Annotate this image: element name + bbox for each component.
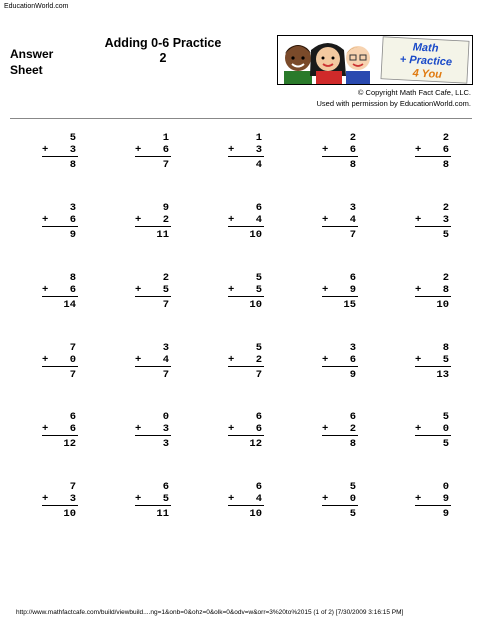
addend-bottom: 3 [162,423,169,435]
addend-bottom: 9 [349,284,356,296]
addition-problem [415,272,451,311]
sum-line [322,505,358,506]
answer-sum: 8 [349,438,356,450]
sum-line [322,366,358,367]
addend-top: 7 [69,342,76,354]
addend-bottom: 6 [69,423,76,435]
addend-bottom: 3 [442,214,449,226]
addition-problem [322,342,358,381]
addend-bottom: 4 [162,354,169,366]
addend-bottom: 6 [349,354,356,366]
addend-bottom: 8 [442,284,449,296]
addition-problem [42,481,78,520]
sum-line [228,296,264,297]
title-line1: Adding 0-6 Practice [104,36,222,50]
sum-line [135,156,171,157]
plus-sign: + [135,354,142,366]
plus-sign: + [228,423,235,435]
addend-top: 9 [162,202,169,214]
addend-bottom: 0 [69,354,76,366]
addend-bottom: 3 [255,144,262,156]
title-line2: 2 [159,51,167,65]
addend-top: 6 [349,272,356,284]
sum-line [135,226,171,227]
addend-top: 3 [349,342,356,354]
answer-sum: 4 [255,159,262,171]
addition-problem [322,202,358,241]
plus-sign: + [135,144,142,156]
addend-bottom: 5 [255,284,262,296]
addition-problem [228,411,264,450]
answer-sum: 7 [162,299,169,311]
addend-top: 8 [442,342,449,354]
answer-sum: 5 [442,229,449,241]
addition-problem [42,272,78,311]
addend-top: 2 [442,272,449,284]
copyright-line2: Used with permission by EducationWorld.com. [316,99,471,108]
plus-sign: + [322,493,329,505]
addend-bottom: 5 [162,493,169,505]
site-name: EducationWorld.com [4,3,69,10]
answer-sum: 7 [69,369,76,381]
plus-sign: + [415,284,422,296]
addition-problem [322,132,358,171]
addition-problem [135,481,171,520]
answer-sum: 10 [249,508,262,520]
answer-sum: 7 [349,229,356,241]
addition-problem [42,342,78,381]
addend-bottom: 4 [349,214,356,226]
answer-sum: 10 [63,508,76,520]
answer-sum: 9 [442,508,449,520]
addend-top: 5 [255,272,262,284]
addend-bottom: 5 [162,284,169,296]
sum-line [415,296,451,297]
header-divider [10,118,472,119]
math-practice-logo [277,35,473,85]
addition-problem [228,272,264,311]
plus-sign: + [322,284,329,296]
plus-sign: + [322,354,329,366]
sum-line [415,435,451,436]
sum-line [228,366,264,367]
addend-top: 6 [349,411,356,423]
addend-bottom: 0 [442,423,449,435]
sum-line [42,156,78,157]
addition-problem [415,132,451,171]
answer-sum: 13 [436,369,449,381]
answer-sum: 10 [436,299,449,311]
addition-problem [42,202,78,241]
sum-line [42,296,78,297]
answer-sum: 15 [343,299,356,311]
answer-label-line2: Sheet [10,63,43,77]
sum-line [42,435,78,436]
answer-sum: 8 [69,159,76,171]
answer-sum: 7 [162,159,169,171]
page-footer-url: http://www.mathfactcafe.com/build/viewbuild....ng=1&onb=0&ohz=0&olk=0&odv=w&orr=3%20to%2015 (1 of 2) [7/30/2009 3:16:15 PM] [16,609,404,616]
addition-problem [228,202,264,241]
answer-sum: 12 [63,438,76,450]
plus-sign: + [322,144,329,156]
addend-bottom: 2 [255,354,262,366]
sum-line [135,296,171,297]
addend-top: 2 [162,272,169,284]
addend-bottom: 6 [69,214,76,226]
answer-sum: 11 [156,508,169,520]
addition-problem [42,411,78,450]
addition-problem [135,132,171,171]
addend-top: 5 [349,481,356,493]
addition-problem [322,272,358,311]
addend-bottom: 0 [349,493,356,505]
sum-line [228,226,264,227]
copyright-line1: © Copyright Math Fact Cafe, LLC. [357,88,471,97]
addend-bottom: 6 [162,144,169,156]
addend-bottom: 3 [69,493,76,505]
plus-sign: + [415,354,422,366]
sum-line [228,505,264,506]
addition-problem [415,481,451,520]
answer-sum: 3 [162,438,169,450]
addition-problem [322,411,358,450]
addend-top: 8 [69,272,76,284]
plus-sign: + [42,354,49,366]
plus-sign: + [322,214,329,226]
logo-illustration [278,36,472,84]
addition-problem [415,202,451,241]
answer-sheet-label [10,46,53,78]
plus-sign: + [135,423,142,435]
plus-sign: + [228,354,235,366]
addend-top: 5 [442,411,449,423]
addend-top: 6 [162,481,169,493]
logo-text-math: Math [412,41,439,55]
plus-sign: + [135,284,142,296]
answer-sum: 10 [249,299,262,311]
sum-line [322,226,358,227]
sum-line [228,156,264,157]
addend-top: 2 [442,202,449,214]
answer-sum: 10 [249,229,262,241]
plus-sign: + [322,423,329,435]
plus-sign: + [228,493,235,505]
plus-sign: + [415,423,422,435]
addend-top: 5 [69,132,76,144]
logo-text-4you: 4 You [412,67,443,81]
sum-line [415,226,451,227]
addend-top: 2 [349,132,356,144]
addend-bottom: 2 [162,214,169,226]
addend-bottom: 9 [442,493,449,505]
plus-sign: + [415,144,422,156]
addend-bottom: 4 [255,214,262,226]
addition-problem [42,132,78,171]
addition-problem [135,342,171,381]
addition-problem [322,481,358,520]
sum-line [42,366,78,367]
addition-problem [415,411,451,450]
addend-bottom: 6 [255,423,262,435]
addend-top: 6 [255,202,262,214]
addend-top: 2 [442,132,449,144]
plus-sign: + [42,214,49,226]
plus-sign: + [42,144,49,156]
addend-top: 3 [349,202,356,214]
sum-line [322,296,358,297]
answer-sum: 5 [442,438,449,450]
plus-sign: + [42,423,49,435]
addition-problem [228,132,264,171]
addend-top: 5 [255,342,262,354]
sum-line [135,435,171,436]
addend-top: 1 [255,132,262,144]
addition-problem [228,481,264,520]
plus-sign: + [228,284,235,296]
plus-sign: + [228,214,235,226]
answer-sum: 11 [156,229,169,241]
sum-line [135,366,171,367]
plus-sign: + [42,284,49,296]
plus-sign: + [415,214,422,226]
answer-sum: 14 [63,299,76,311]
page-title [90,36,236,66]
addend-top: 6 [255,411,262,423]
plus-sign: + [42,493,49,505]
copyright-notice [316,87,471,109]
addend-top: 6 [255,481,262,493]
addend-bottom: 2 [349,423,356,435]
answer-sum: 5 [349,508,356,520]
addition-problem [135,411,171,450]
addend-top: 7 [69,481,76,493]
addend-top: 3 [162,342,169,354]
answer-label-line1: Answer [10,47,54,61]
addend-top: 0 [442,481,449,493]
addition-problem [135,202,171,241]
addend-top: 6 [69,411,76,423]
logo-text-practice: + Practice [399,53,453,69]
addition-problem [228,342,264,381]
addend-bottom: 4 [255,493,262,505]
answer-sum: 7 [255,369,262,381]
plus-sign: + [228,144,235,156]
answer-sum: 9 [69,229,76,241]
addend-bottom: 6 [349,144,356,156]
addend-bottom: 3 [69,144,76,156]
addition-problem [135,272,171,311]
answer-sum: 8 [442,159,449,171]
sum-line [415,505,451,506]
sum-line [228,435,264,436]
sum-line [42,505,78,506]
addend-top: 1 [162,132,169,144]
sum-line [415,156,451,157]
plus-sign: + [135,493,142,505]
plus-sign: + [135,214,142,226]
addend-bottom: 5 [442,354,449,366]
sum-line [42,226,78,227]
sum-line [322,435,358,436]
sum-line [135,505,171,506]
addend-bottom: 6 [69,284,76,296]
addend-bottom: 6 [442,144,449,156]
answer-sum: 9 [349,369,356,381]
addend-top: 0 [162,411,169,423]
plus-sign: + [415,493,422,505]
answer-sum: 8 [349,159,356,171]
sum-line [415,366,451,367]
answer-sum: 7 [162,369,169,381]
sum-line [322,156,358,157]
answer-sum: 12 [249,438,262,450]
addend-top: 3 [69,202,76,214]
addition-problem [415,342,451,381]
